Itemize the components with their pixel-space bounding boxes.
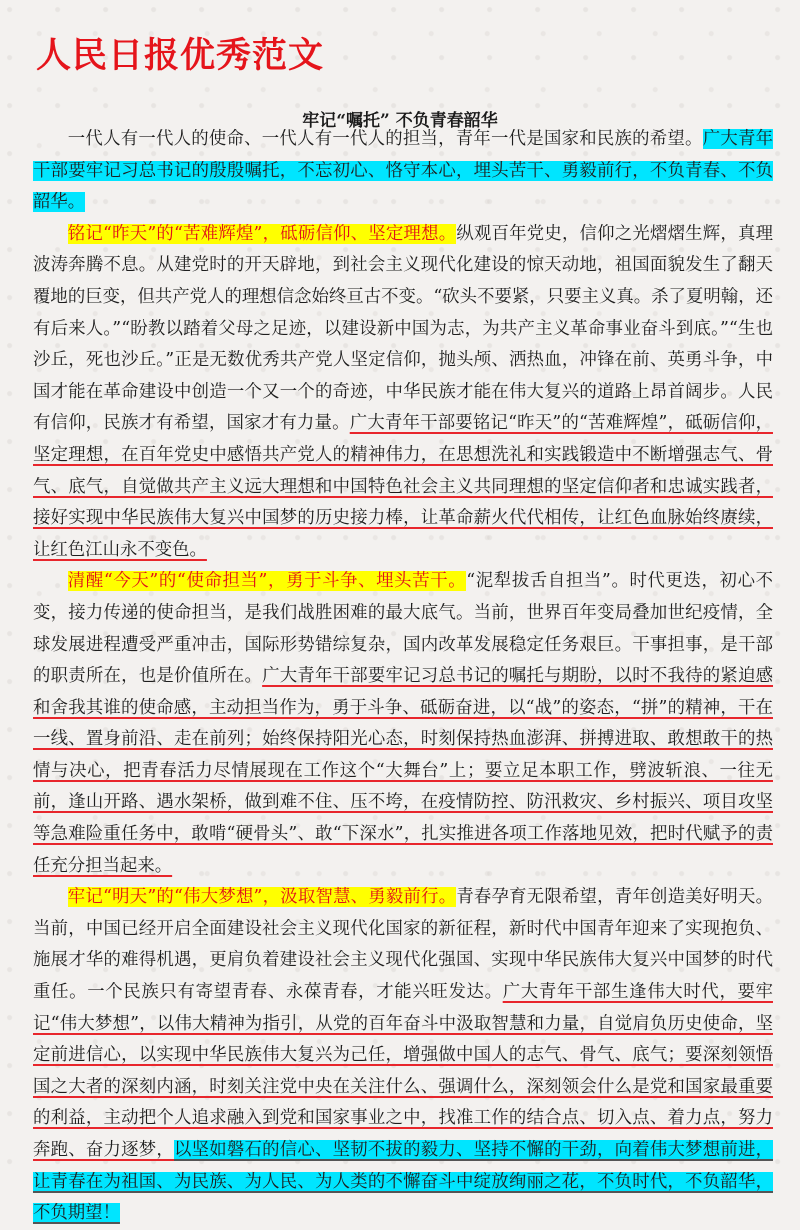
intro-text: 一代人有一代人的使命、一代人有一代人的担当，青年一代是国家和民族的希望。 <box>67 129 703 149</box>
section-underlined-today: 广大青年干部要牢记习总书记的嘱托与期盼，以时不我待的紧迫感和舍我其谁的使命感，主动担当作为，勇于斗争、砥砺奋进，以“战”的姿态，“拼”的精神，干在一线、置身前沿、走在前列；始终保持阳光心态，时刻保持热血澎湃、拼搏进取、敢想敢干的热情与决心，把青春活力尽情展现在工作这个“大舞台”上；要立足本职工作，劈波斩浪、一往无前，逢山开路、遇水架桥，做到难不住、压不垮，在疫情防控、防汛救灾、乡村振兴、项目攻坚等急难险重任务中，敢啃“硬骨头”、敢“下深水”，扎实推进各项工作落地见效，把时代赋予的责任充分担当起来。 <box>33 666 773 876</box>
paragraph-today <box>33 566 773 882</box>
paragraph-yesterday <box>33 219 773 567</box>
article-title: 牢记“嘱托” 不负青春韶华 <box>302 111 498 131</box>
section-heading-today: 清醒“今天”的“使命担当”，勇于斗争、埋头苦干。 <box>67 571 467 592</box>
intro-highlight: 广大青年干部要牢记习总书记的殷殷嘱托，不忘初心、恪守本心，埋头苦干、勇毅前行，不负青春、不负韶华。 <box>33 129 773 213</box>
article-body <box>33 120 773 1230</box>
closing-highlight: 以坚如磐石的信心、坚韧不拔的毅力、坚持不懈的干劲，向着伟大梦想前进，让青春在为祖国、为民族、为人民、为人类的不懈奋斗中绽放绚丽之花，不负时代，不负韶华，不负期望！ <box>33 1140 773 1224</box>
section-underlined-yesterday: 广大青年干部要铭记“昨天”的“苦难辉煌”，砥砺信仰，坚定理想，在百年党史中感悟共产党人的精神伟力，在思想洗礼和实践锻造中不断增强志气、骨气、底气，自觉做共产主义远大理想和中国特色社会主义共同理想的坚定信仰者和忠诚实践者，接好实现中华民族伟大复兴中国梦的历史接力棒，让革命薪火代代相传，让红色血脉始终赓续，让红色江山永不变色。 <box>33 413 773 560</box>
section-underlined-tomorrow: 广大青年干部生逢伟大时代，要牢记“伟大梦想”，以伟大精神为指引，从党的百年奋斗中汲取智慧和力量，自觉肩负历史使命，坚定前进信心，以实现中华民族伟大复兴为己任，增强做中国人的志气、骨气、底气；要深刻领悟国之大者的深刻内涵，时刻关注党中央在关注什么、强调什么，深刻领会什么是党和国家最重要的利益，主动把个人追求融入到党和国家事业之中，找准工作的结合点、切入点、着力点，努力奔跑、奋力逐梦， <box>33 982 773 1160</box>
paragraph-intro <box>33 124 773 219</box>
paragraph-tomorrow <box>33 882 773 1230</box>
section-text-today: “泥犁拔舌自担当”。时代更迭，初心不变，接力传递的使命担当，是我们战胜困难的最大底气。当前，世界百年变局叠加世纪疫情，全球发展进程遭受严重冲击，国际形势错综复杂，国内改革发展稳定任务艰巨。干事担事，是干部的职责所在，也是价值所在。 <box>33 571 773 687</box>
section-heading-tomorrow: 牢记“明天”的“伟大梦想”，汲取智慧、勇毅前行。 <box>67 887 457 908</box>
section-text-yesterday: 纵观百年党史，信仰之光熠熠生辉，真理波涛奔腾不息。从建党时的开天辟地，到社会主义现代化建设的惊天动地，祖国面貌发生了翻天覆地的巨变，但共产党人的理想信念始终亘古不变。“砍头不要紧，只要主义真。杀了夏明翰，还有后来人。”“盼教以踏着父母之足迹，以建设新中国为志，为共产主义革命事业奋斗到底。”“生也沙丘，死也沙丘。”正是无数优秀共产党人坚定信仰，抛头颅、洒热血，冲锋在前、英勇斗争，中国才能在革命建设中创造一个又一个的奇迹，中华民族才能在伟大复兴的道路上昂首阔步。人民有信仰，民族才有希望，国家才有力量。 <box>33 223 773 434</box>
section-text-tomorrow: 青春孕育无限希望，青年创造美好明天。当前，中国已经开启全面建设社会主义现代化国家的新征程，新时代中国青年迎来了实现抱负、施展才华的难得机遇，更肩负着建设社会主义现代化强国、实现中华民族伟大复兴中国梦的时代重任。一个民族只有寄望青春、永葆青春，才能兴旺发达。 <box>33 887 773 1003</box>
section-heading-yesterday: 铭记“昨天”的“苦难辉煌”，砥砺信仰、坚定理想。 <box>67 223 457 244</box>
banner-title: 人民日报优秀范文 <box>36 36 325 76</box>
